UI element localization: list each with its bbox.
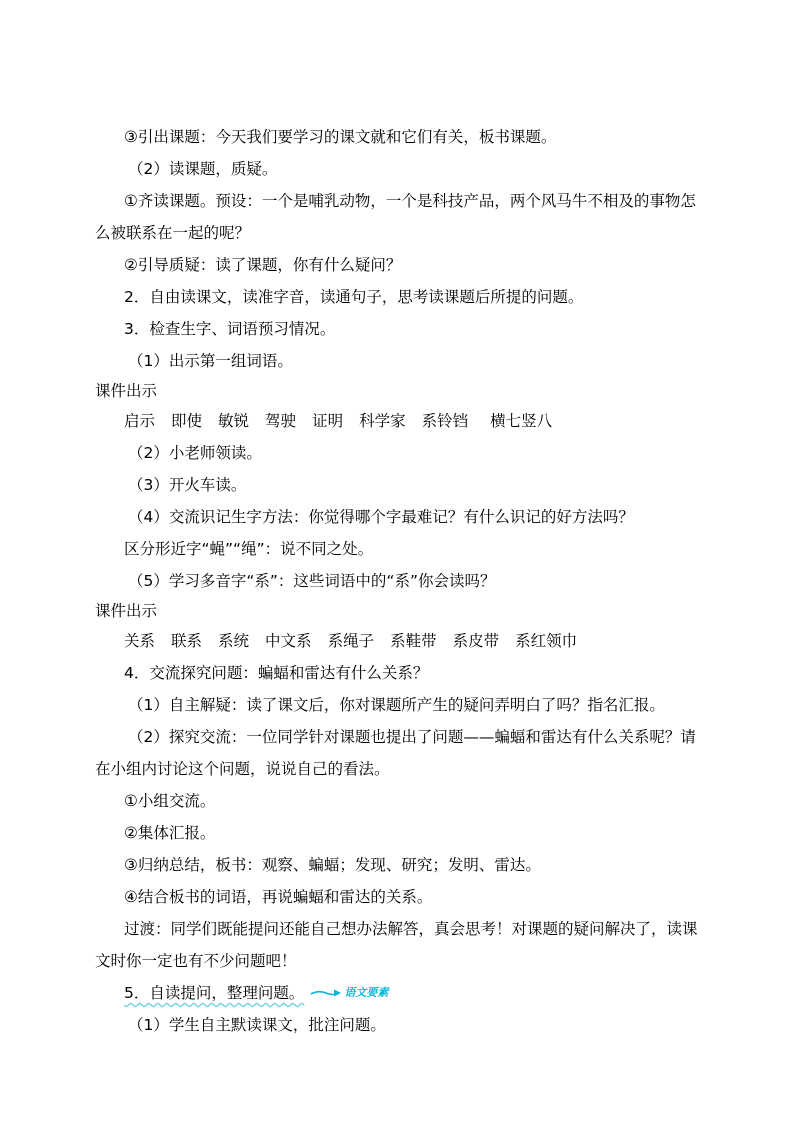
- word: 敏锐: [218, 412, 250, 430]
- word: 启示: [124, 412, 156, 430]
- word: 关系: [124, 632, 156, 650]
- text-line: （5）学习多音字“系”：这些词语中的“系”你会读吗？: [128, 572, 496, 590]
- text-line: 过渡：同学们既能提问还能自己想办法解答，真会思考！对课题的疑问解决了，读课: [124, 920, 698, 938]
- text-line: （1）出示第一组词语。: [128, 352, 293, 370]
- underlined-text: 5．自读提问，整理问题。: [124, 984, 305, 1002]
- text-line: ②引导质疑：读了课题，你有什么疑问？: [124, 256, 402, 274]
- word: 系皮带: [452, 632, 500, 650]
- text-line: （1）学生自主默读课文，批注问题。: [128, 1016, 386, 1034]
- courseware-label: 课件出示: [95, 602, 158, 620]
- text-line: ③引出课题：今天我们要学习的课文就和它们有关，板书课题。: [124, 128, 557, 146]
- text-line: ④结合板书的词语，再说蝙蝠和雷达的关系。: [124, 888, 433, 906]
- word: 联系: [171, 632, 203, 650]
- word: 系绳子: [327, 632, 375, 650]
- word: 系鞋带: [390, 632, 437, 650]
- word-list-2: [124, 630, 593, 652]
- word: 系统: [218, 632, 250, 650]
- word: 证明: [312, 412, 344, 430]
- word: 系红领巾: [515, 632, 578, 650]
- annotation-label: 语文要素: [344, 986, 389, 999]
- text-line: 在小组内讨论这个问题，说说自己的看法。: [95, 760, 390, 778]
- word: 中文系: [265, 632, 312, 650]
- text-line: （2）读课题，质疑。: [128, 160, 278, 178]
- word: 横七竖八: [490, 412, 553, 430]
- text-line: 么被联系在一起的呢？: [95, 224, 251, 242]
- text-line: ③归纳总结，板书：观察、蝙蝠；发现、研究；发明、雷达。: [124, 856, 541, 874]
- text-line: ①小组交流。: [124, 792, 216, 810]
- text-line: （4）交流识记生字方法：你觉得哪个字最难记？有什么识记的好方法吗？: [128, 508, 634, 526]
- word: 科学家: [359, 412, 406, 430]
- text-line: 3．检查生字、词语预习情况。: [124, 320, 336, 338]
- text-line: （3）开火车读。: [128, 476, 247, 494]
- arrow-icon: [310, 988, 342, 998]
- text-line: 区分形近字“蝇”“绳”：说不同之处。: [124, 540, 374, 558]
- text-line: （2）小老师领读。: [128, 444, 262, 462]
- text-line: ②集体汇报。: [124, 824, 216, 842]
- text-line: ①齐读课题。预设：一个是哺乳动物，一个是科技产品，两个风马牛不相及的事物怎: [124, 192, 696, 210]
- text-line: 4．交流探究问题：蝙蝠和雷达有什么关系？: [124, 664, 429, 682]
- annotation: [310, 982, 388, 1004]
- text-line: （2）探究交流：一位同学针对课题也提出了问题——蝙蝠和雷达有什么关系呢？请: [128, 728, 696, 746]
- word: 系铃铛: [421, 412, 469, 430]
- text-line: 2．自由读课文，读准字音，读通句子，思考读课题后所提的问题。: [124, 288, 584, 306]
- word-list-1: [124, 410, 568, 432]
- word: 即使: [171, 412, 203, 430]
- word: 驾驶: [265, 412, 297, 430]
- text-line-annotated: [124, 982, 388, 1004]
- text-line: 文时你一定也有不少问题吧！: [95, 952, 297, 970]
- text-line: （1）自主解疑：读了课文后，你对课题所产生的疑问弄明白了吗？指名汇报。: [128, 696, 665, 714]
- courseware-label: 课件出示: [95, 382, 158, 400]
